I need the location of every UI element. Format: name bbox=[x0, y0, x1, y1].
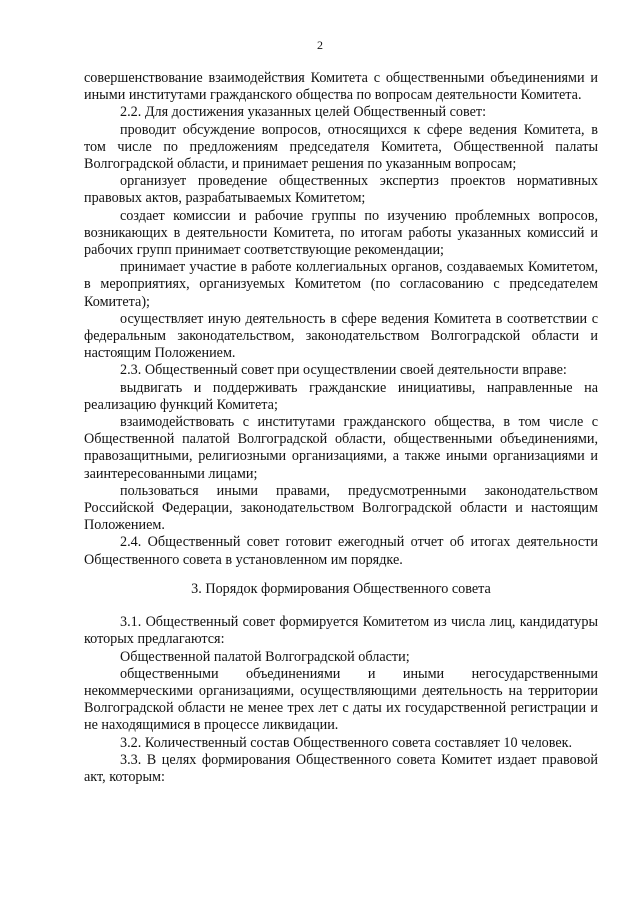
paragraph: Общественной палатой Волгоградской области; bbox=[120, 648, 410, 665]
paragraph: 2.4. Общественный совет готовит ежегодный отчет об итогах деятельности Общественного совета в установленном им порядке. bbox=[84, 534, 598, 568]
paragraph: 2.2. Для достижения указанных целей Общественный совет: bbox=[120, 104, 487, 121]
paragraphs-before bbox=[84, 70, 598, 569]
paragraph: общественными объединениями и иными негосударственными некоммерческими организациями, осуществляющими деятельность на территории Волгоградской области не менее трех лет с даты их государственной регистрации и не находящимися в процессе ликвидации. bbox=[84, 665, 598, 734]
paragraph: 2.3. Общественный совет при осуществлении своей деятельности вправе: bbox=[120, 362, 567, 379]
paragraphs-after bbox=[84, 614, 598, 786]
document-body bbox=[84, 70, 598, 786]
paragraph: создает комиссии и рабочие группы по изучению проблемных вопросов, возникающих в деятельности Комитета, по итогам работы указанных комиссий и рабочих групп принимает соответствующие рекомендации; bbox=[84, 207, 598, 259]
paragraph: осуществляет иную деятельность в сфере ведения Комитета в соответствии с федеральным законодательством, законодательством Волгоградской области и настоящим Положением. bbox=[84, 310, 598, 362]
paragraph: выдвигать и поддерживать гражданские инициативы, направленные на реализацию функций Комитета; bbox=[84, 379, 598, 413]
paragraph: принимает участие в работе коллегиальных органов, создаваемых Комитетом, в мероприятиях, организуемых Комитетом (по согласованию с председателем Комитета); bbox=[84, 259, 598, 310]
page-number: 2 bbox=[317, 38, 323, 52]
paragraph: организует проведение общественных экспертиз проектов нормативных правовых актов, разрабатываемых Комитетом; bbox=[84, 173, 598, 207]
paragraph: 3.3. В целях формирования Общественного совета Комитет издает правовой акт, которым: bbox=[84, 751, 598, 785]
paragraph: пользоваться иными правами, предусмотренными законодательством Российской Федерации, законодательством Волгоградской области и настоящим Положением. bbox=[84, 482, 598, 534]
paragraph: совершенствование взаимодействия Комитета с общественными объединениями и иными институтами гражданского общества по вопросам деятельности Комитета. bbox=[84, 70, 598, 104]
paragraph: проводит обсуждение вопросов, относящихся к сфере ведения Комитета, в том числе по предложениям председателя Комитета, Общественной палаты Волгоградской области, и принимает решения по указанным вопросам; bbox=[84, 121, 598, 173]
paragraph: 3.1. Общественный совет формируется Комитетом из числа лиц, кандидатуры которых предлагаются: bbox=[84, 614, 598, 648]
paragraph: 3.2. Количественный состав Общественного совета составляет 10 человек. bbox=[120, 734, 573, 751]
section-heading: 3. Порядок формирования Общественного совета bbox=[191, 580, 491, 597]
paragraph: взаимодействовать с институтами гражданского общества, в том числе с Общественной палатой Волгоградской области, общественными объединениями, правозащитными, религиозными организациями, а также иными организациями и заинтересованными лицами; bbox=[84, 414, 598, 482]
